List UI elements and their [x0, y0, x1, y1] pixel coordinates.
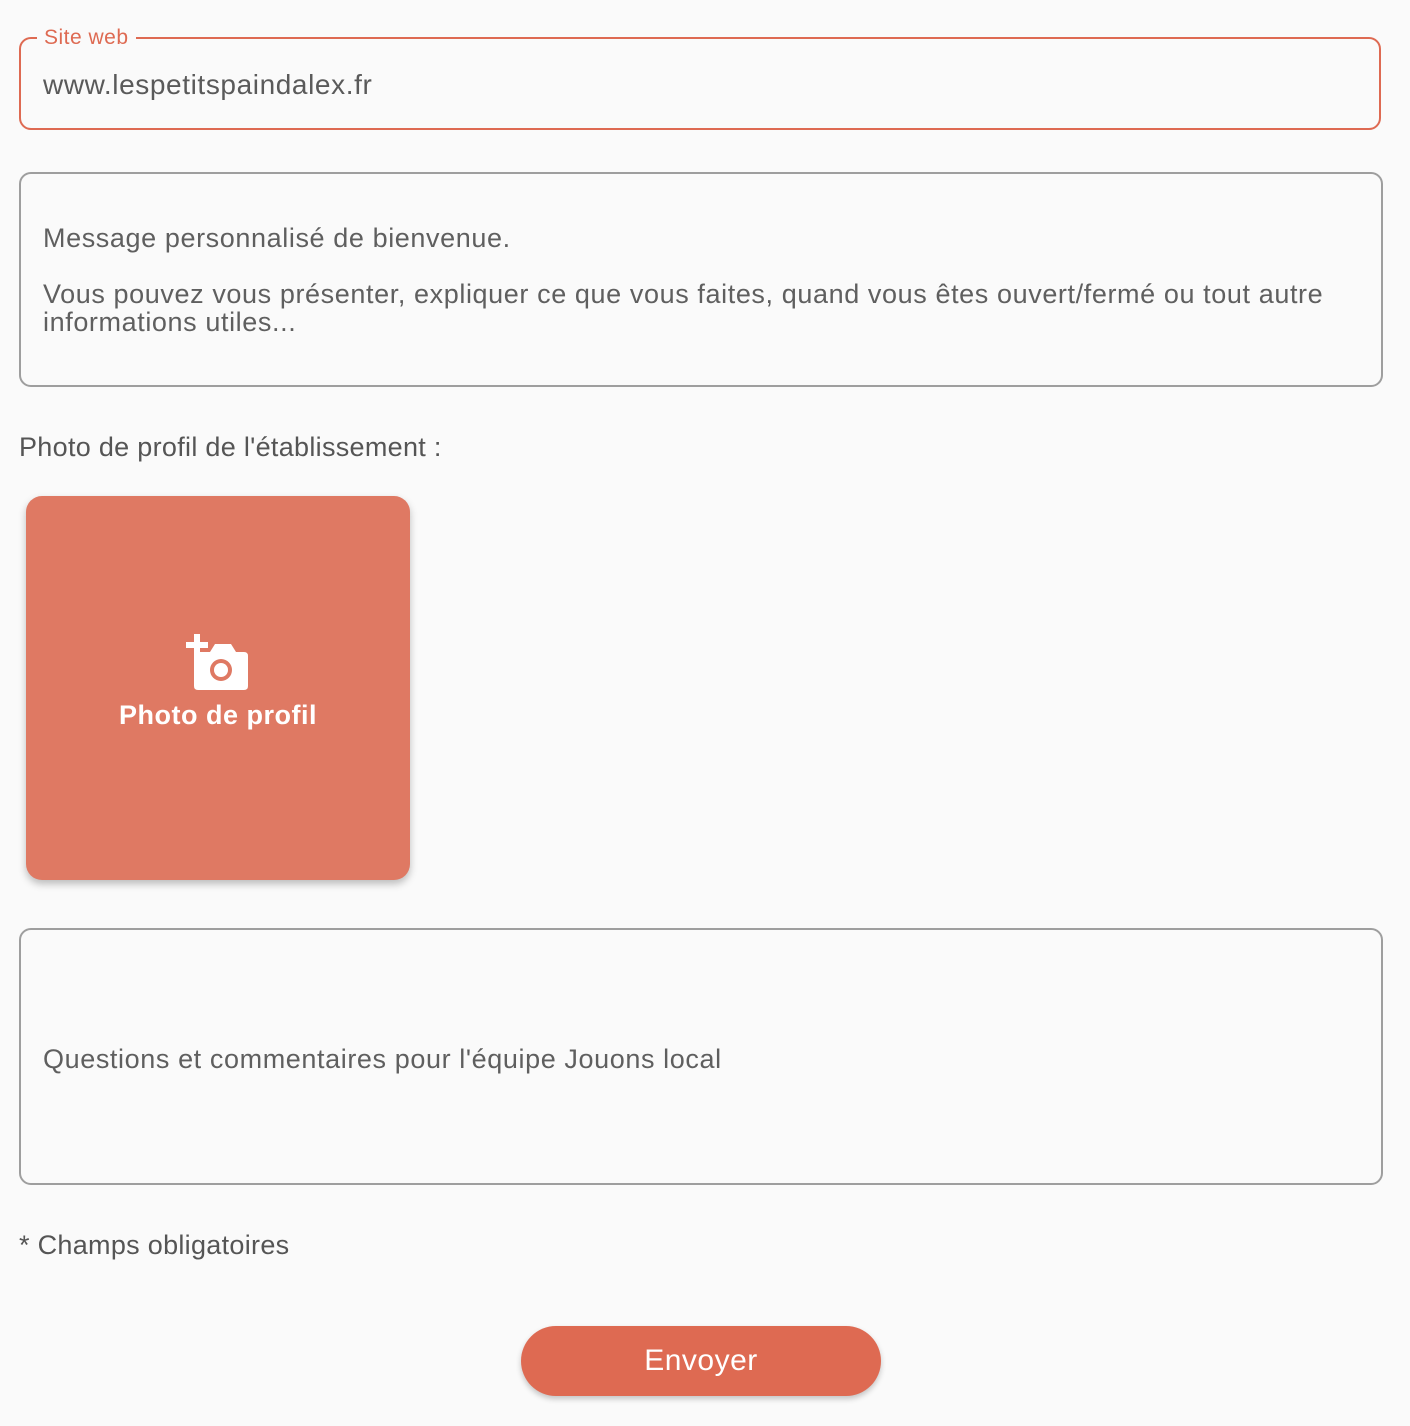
- website-input-value[interactable]: www.lespetitspaindalex.fr: [43, 69, 373, 100]
- profile-photo-button-label: Photo de profil: [119, 700, 317, 730]
- website-field-label: Site web: [37, 25, 136, 51]
- welcome-message-placeholder: Message personnalisé de bienvenue. Vous pouvez vous présenter, expliquer ce que vous faites, quand vous êtes ouvert/fermé ou tout autre informations utiles...: [43, 223, 1324, 337]
- submit-button[interactable]: Envoyer: [521, 1326, 881, 1396]
- profile-photo-upload-button[interactable]: [26, 496, 410, 880]
- profile-photo-section-label: Photo de profil de l'établissement :: [19, 432, 442, 462]
- questions-placeholder: Questions et commentaires pour l'équipe Jouons local: [43, 1044, 722, 1074]
- website-field[interactable]: [19, 26, 1381, 130]
- required-fields-note: * Champs obligatoires: [19, 1230, 290, 1260]
- add-photo-camera-icon: [186, 634, 252, 694]
- welcome-message-textarea[interactable]: [19, 172, 1383, 387]
- questions-textarea[interactable]: [19, 928, 1383, 1185]
